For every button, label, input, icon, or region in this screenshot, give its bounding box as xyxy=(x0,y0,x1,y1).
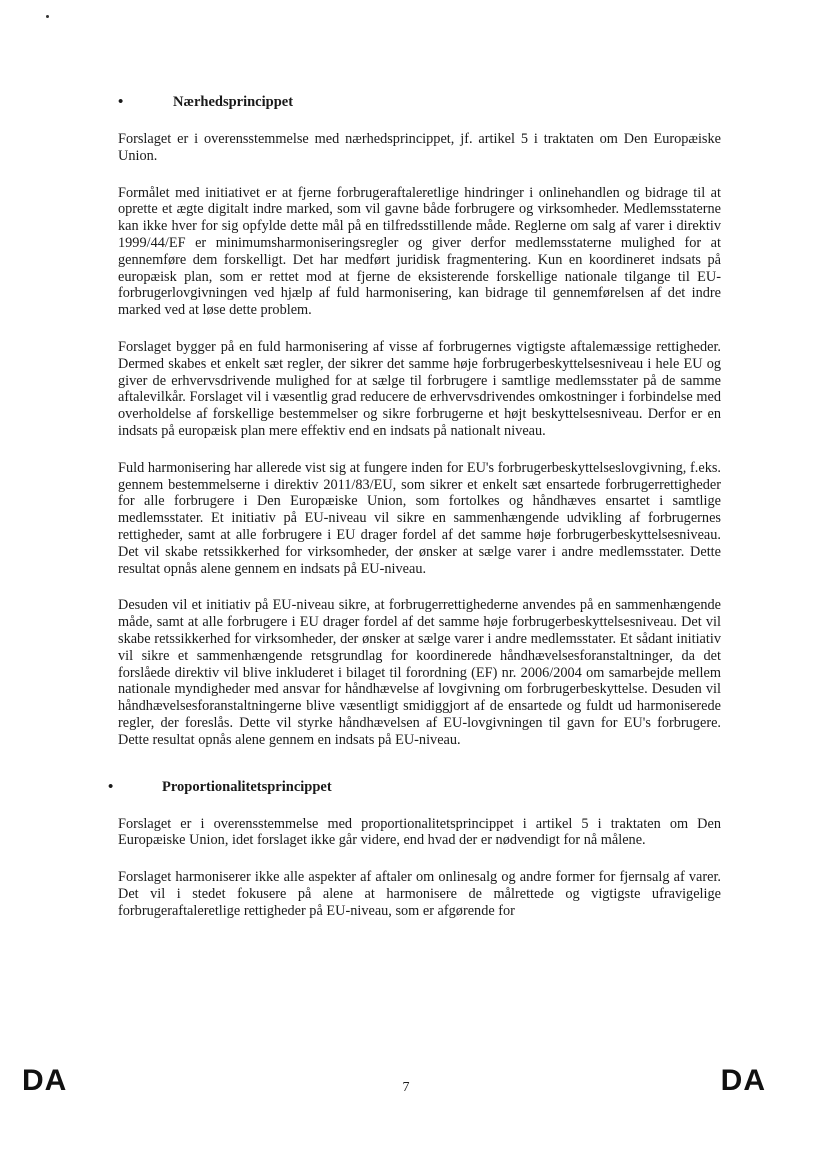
bullet-marker: • xyxy=(118,94,124,110)
paragraph: Forslaget er i overensstemmelse med proportionalitetsprincippet i artikel 5 i traktaten om Den Europæiske Union, idet forslaget ikke går videre, end hvad der er nødvendigt for nå målene. xyxy=(118,815,721,849)
bullet-marker: • xyxy=(108,778,114,795)
section-heading-proportionality xyxy=(108,779,721,796)
page-number: 7 xyxy=(402,1080,410,1095)
section-title: Proportionalitetsprincippet xyxy=(162,778,332,795)
paragraph: Desuden vil et initiativ på EU-niveau sikre, at forbrugerrettighederne anvendes på en sammenhængende måde, samt at alle forbrugere i EU drager fordel af det samme høje forbrugerbeskyttelsesniveau. Det vil skabe retssikkerhed for virksomheder, der ønsker at sælge varer i andre medlemsstater. Et sådant initiativ vil sikre et sammenhængende retsgrundlag for koordinerede håndhævelsesforanstaltninger, da det forslåede direktiv vil blive inkluderet i bilaget til forordning (EF) nr. 2006/2004 om samarbejde mellem nationale myndigheder med ansvar for håndhævelse af lovgivning om forbrugerbeskyttelse. Desuden vil håndhævelsesforanstaltningerne blive væsentligt smidiggjort af de ensartede og fuldt ud harmoniserede regler, der foreslås. Dette vil styrke håndhævelsen af EU-lovgivningen til gavn for EU's forbrugere. Dette resultat opnås alene gennem en indsats på EU-niveau. xyxy=(118,597,721,748)
paragraph: Formålet med initiativet er at fjerne forbrugeraftaleretlige hindringer i onlinehandlen og bidrage til at oprette et ægte digitalt indre marked, som vil gavne både forbrugere og virksomheder. Medlemsstaterne kan ikke hver for sig opfylde dette mål på en tilfredsstillende måde. Reglerne om salg af varer i direktiv 1999/44/EF er minimumsharmoniseringsregler og giver derfor medlemsstaterne mulighed for at gennemføre dem forskelligt. Det har medført juridisk fragmentering. Kun en koordineret indsats på europæisk plan, som er rettet mod at fjerne de eksisterende forskellige nationale tilgange til EU-forbrugerlovgivningen ved hjælp af fuld harmonisering, kan bidrage til gennemførelsen af det indre marked ved at løse dette problem. xyxy=(118,184,721,319)
paragraph: Forslaget bygger på en fuld harmonisering af visse af forbrugernes vigtigste aftalemæssige rettigheder. Dermed skabes et enkelt sæt regler, der sikrer det samme høje forbrugerbeskyttelsesniveau i hele EU og giver de erhvervsdrivende mulighed for at sælge til forbrugere i samtlige medlemsstater på de samme aftalevilkår. Forslaget vil i væsentlig grad reducere de erhvervsdrivendes omkostninger i forbindelse med overholdelse af forskellige bestemmelser og sikre forbrugerne et højt beskyttelsesniveau. Derfor er en indsats på europæisk plan mere effektiv end en indsats på nationalt niveau. xyxy=(118,338,721,439)
paragraph: Fuld harmonisering har allerede vist sig at fungere inden for EU's forbrugerbeskyttelseslovgivning, f.eks. gennem bestemmelserne i direktiv 2011/83/EU, som sikrer et enkelt sæt ensartede forbrugerrettigheder for alle forbrugere i Den Europæiske Union, som fortolkes og håndhæves ensartet i samtlige medlemsstater. Et initiativ på EU-niveau vil sikre en sammenhængende udvikling af forbrugernes rettigheder, samt at alle forbrugere i EU drager fordel af det samme høje forbrugerbeskyttelsesniveau. Det vil skabe retssikkerhed for virksomheder, der ønsker at sælge varer i andre medlemsstater. Dette resultat opnås alene gennem en indsats på EU-niveau. xyxy=(118,459,721,577)
language-code-left: DA xyxy=(22,1064,68,1097)
page-content xyxy=(108,94,721,939)
scan-speck xyxy=(46,15,49,18)
paragraph: Forslaget er i overensstemmelse med nærhedsprincippet, jf. artikel 5 i traktaten om Den Europæiske Union. xyxy=(118,131,721,164)
language-code-right: DA xyxy=(720,1064,766,1097)
paragraph: Forslaget harmoniserer ikke alle aspekter af aftaler om onlinesalg og andre former for fjernsalg af varer. Det vil i stedet fokusere på alene at harmonisere de målrettede og vigtigste ufravigelige forbrugeraftaleretlige rettigheder på EU-niveau, som er afgørende for xyxy=(118,869,721,919)
section-heading-subsidiarity xyxy=(118,94,721,111)
section-title: Nærhedsprincippet xyxy=(173,94,294,110)
